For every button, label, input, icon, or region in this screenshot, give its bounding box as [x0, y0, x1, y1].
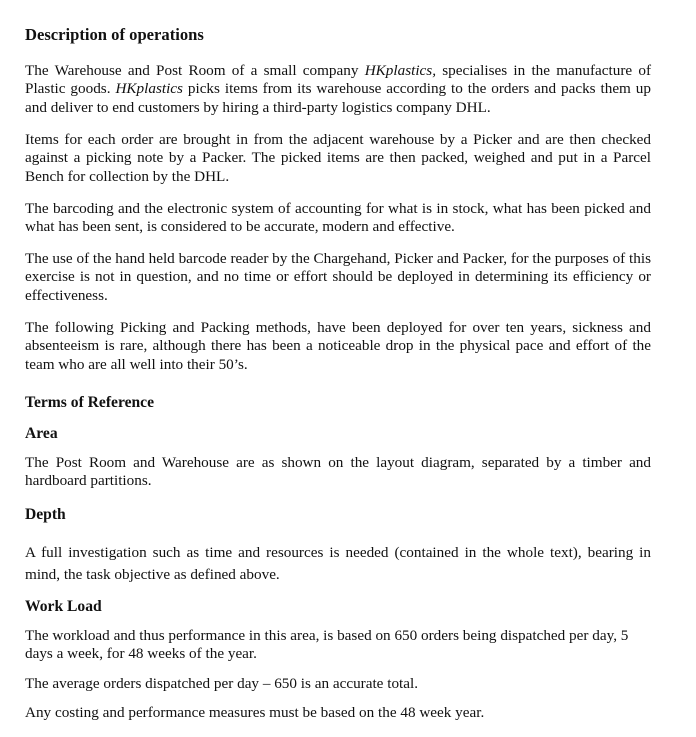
items-paragraph: Items for each order are brought in from the adjacent warehouse by a Picker and are then checked against a picking note by a Packer. The picked items are then packed, weighed and put in a Parcel Bench for collection by the DHL.	[25, 131, 651, 185]
area-paragraph: The Post Room and Warehouse are as shown on the layout diagram, separated by a timber and hardboard partitions.	[25, 454, 651, 490]
intro-paragraph	[25, 62, 651, 117]
barcode-reader-paragraph: The use of the hand held barcode reader by the Chargehand, Picker and Packer, for the purposes of this exercise is not in question, and no time or effort should be deployed in determining its efficiency or effectiveness.	[25, 250, 651, 304]
company-name: HKplastics,	[364, 62, 436, 79]
intro-text-2: specialises in the manufacture of Plastic goods.	[25, 62, 652, 98]
work-load-heading: Work Load	[25, 598, 102, 615]
company-name: HKplastics	[115, 80, 183, 98]
methods-paragraph: The following Picking and Packing methods, have been deployed for over ten years, sickness and absenteeism is rare, although there has been a noticeable drop in the physical pace and effort of the team who are all well into their 50’s.	[25, 319, 651, 373]
depth-heading: Depth	[25, 506, 66, 523]
depth-paragraph: A full investigation such as time and resources is needed (contained in the whole text), bearing in mind, the task objective as defined above.	[25, 544, 651, 583]
intro-text-1: The Warehouse and Post Room of a small company	[25, 62, 365, 79]
intro-text-3: picks items from its warehouse according to the orders and packs them up and deliver to end customers by hiring a third-party logistics company DHL.	[25, 80, 651, 116]
workload-paragraph: The workload and thus performance in this area, is based on 650 orders being dispatched per day, 5 days a week, for 48 weeks of the year.	[25, 627, 629, 663]
barcoding-paragraph: The barcoding and the electronic system of accounting for what is in stock, what has been picked and what has been sent, is considered to be accurate, modern and effective.	[25, 200, 651, 236]
costing-paragraph: Any costing and performance measures must be based on the 48 week year.	[25, 704, 485, 721]
area-heading: Area	[25, 425, 58, 442]
terms-of-reference-heading: Terms of Reference	[25, 394, 155, 411]
page-title: Description of operations	[25, 25, 204, 44]
average-orders-paragraph: The average orders dispatched per day – 650 is an accurate total.	[25, 675, 419, 692]
